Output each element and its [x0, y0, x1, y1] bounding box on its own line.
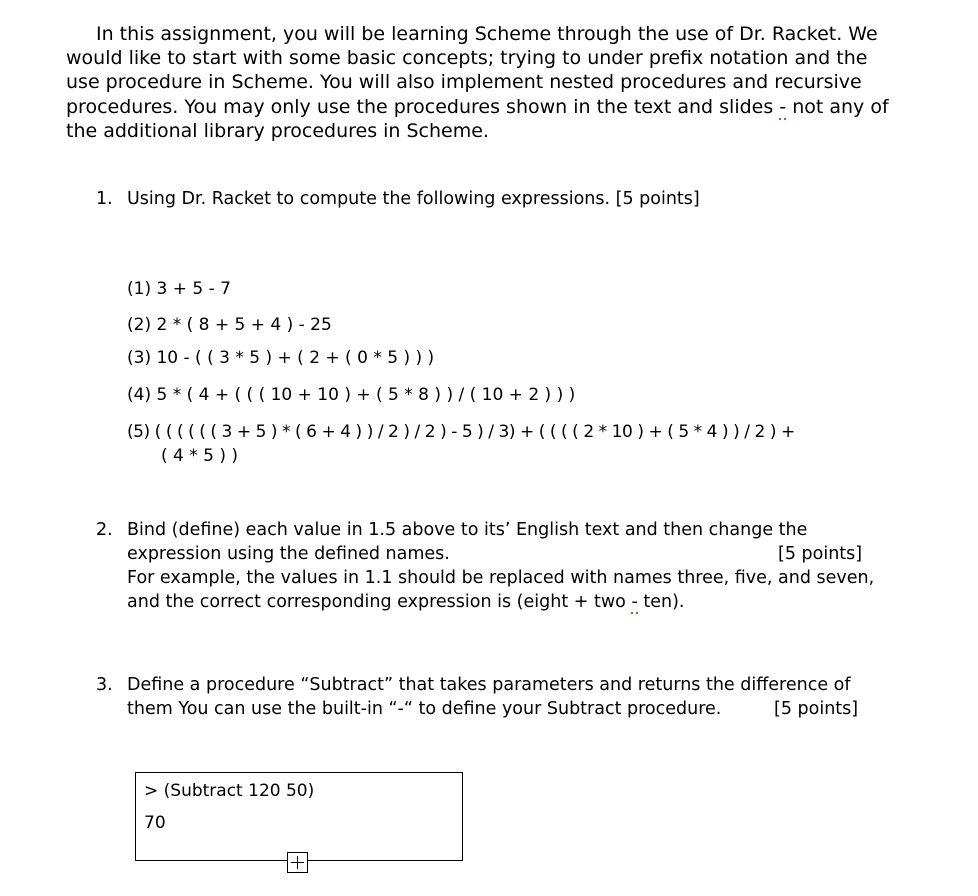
table-move-handle-icon[interactable] — [287, 852, 308, 873]
q2-number: 2. — [96, 520, 113, 540]
intro-line-4-b: not any of — [792, 96, 889, 118]
intro-line-2: would like to start with some basic concepts; trying to under prefix notation and the — [66, 47, 868, 69]
q2-line-2: expression using the defined names. — [127, 544, 450, 564]
intro-line-4 — [66, 95, 889, 119]
q1-number: 1. — [96, 189, 113, 209]
q3-line-2: them You can use the built-in “-“ to define your Subtract procedure. — [127, 699, 722, 719]
intro-line-3: use procedure in Scheme. You will also implement nested procedures and recursive — [66, 71, 862, 93]
q2-line-4-a: and the correct corresponding expression is (eight + two — [127, 592, 626, 612]
expression-4: (4) 5 * ( 4 + ( ( ( 10 + 10 ) + ( 5 * 8 ) ) / ( 10 + 2 ) ) ) — [127, 385, 576, 405]
q2-line-1: Bind (define) each value in 1.5 above to its’ English text and then change the — [127, 520, 808, 540]
repl-example-box[interactable] — [135, 772, 463, 861]
expression-1: (1) 3 + 5 - 7 — [127, 279, 231, 299]
intro-line-5: the additional library procedures in Scheme. — [66, 120, 489, 142]
q3-points: [5 points] — [774, 699, 859, 719]
q1-text: Using Dr. Racket to compute the following expressions. [5 points] — [127, 189, 700, 209]
expression-2: (2) 2 * ( 8 + 5 + 4 ) - 25 — [127, 315, 332, 335]
expression-5: (5) ( ( ( ( ( ( 3 + 5 ) * ( 6 + 4 ) ) / 2 ) / 2 ) - 5 ) / 3) + ( ( ( ( 2 * 10 ) + ( 5 * 4 ) ) / 2 ) + — [127, 422, 795, 442]
grammar-mark[interactable]: - — [631, 592, 638, 612]
repl-output: 70 — [144, 813, 166, 833]
expression-3: (3) 10 - ( ( 3 * 5 ) + ( 2 + ( 0 * 5 ) ) ) — [127, 348, 435, 368]
q2-line-3: For example, the values in 1.1 should be replaced with names three, five, and seven, — [127, 568, 875, 588]
repl-input: > (Subtract 120 50) — [144, 781, 315, 801]
intro-line-4-a: procedures. You may only use the procedures shown in the text and slides — [66, 96, 774, 118]
intro-line-1: In this assignment, you will be learning Scheme through the use of Dr. Racket. We — [96, 23, 878, 45]
q2-points: [5 points] — [778, 544, 863, 564]
grammar-mark[interactable]: - — [779, 96, 787, 118]
q2-line-4 — [127, 590, 684, 614]
q2-line-4-b: ten). — [643, 592, 685, 612]
q3-line-1: Define a procedure “Subtract” that takes parameters and returns the difference of — [127, 675, 851, 695]
q3-number: 3. — [96, 675, 113, 695]
expression-5-continued: ( 4 * 5 ) ) — [161, 446, 239, 466]
